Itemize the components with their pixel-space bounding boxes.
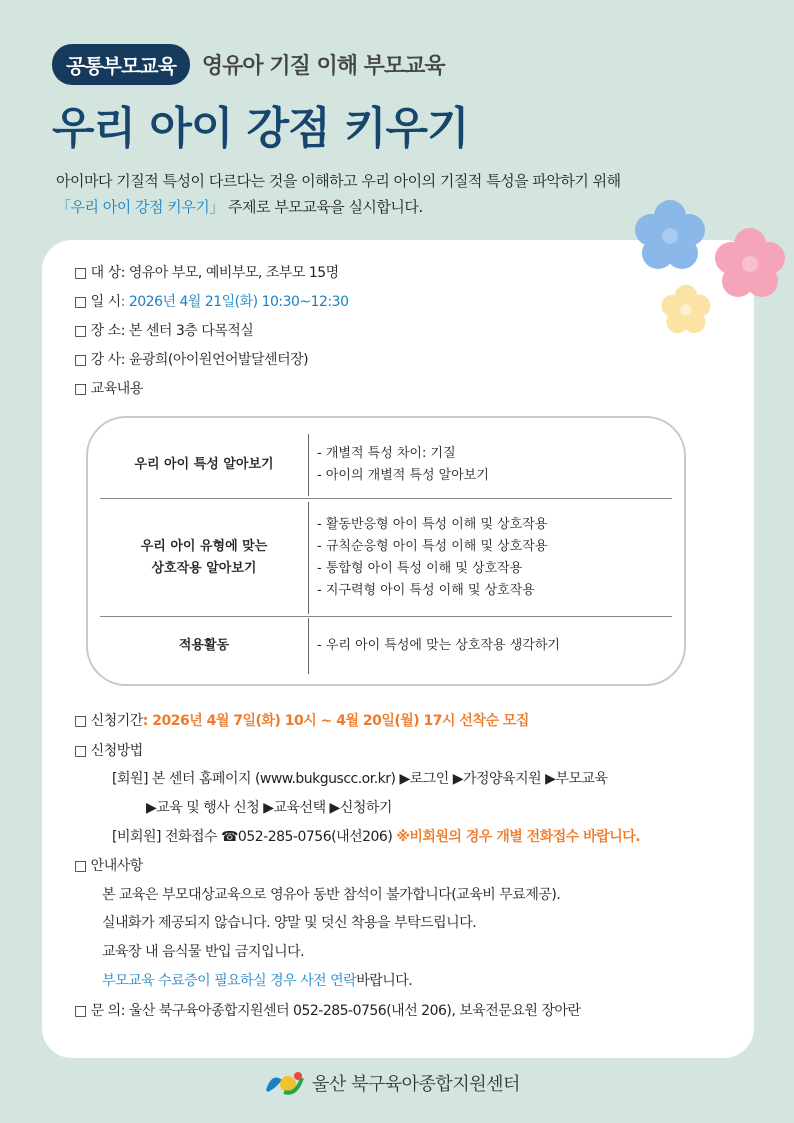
footer <box>262 1068 520 1098</box>
place-row <box>74 320 253 340</box>
period-row <box>74 710 529 730</box>
list-item: - 개별적 특성 차이: 기질 <box>317 446 456 461</box>
topic-cell <box>100 434 308 496</box>
divider <box>100 498 672 499</box>
contact-label: □ 문 의 <box>74 1003 121 1019</box>
intro-line-2-rest: 주제로 부모교육을 실시합니다. <box>223 198 423 216</box>
date-value: : 2026년 4월 21일(화) 10:30~12:30 <box>120 294 349 310</box>
notice-line-3: 교육장 내 음식물 반입 금지입니다. <box>102 944 305 960</box>
notice-line-2: 실내화가 제공되지 않습니다. 양말 및 덧신 착용을 부탁드립니다. <box>102 915 477 931</box>
table-row <box>100 434 672 496</box>
intro-text <box>56 168 621 220</box>
content-label: □ 교육내용 <box>74 381 143 397</box>
notice-line-4 <box>102 970 412 990</box>
member-line-1: [회원] 본 센터 홈페이지 (www.bukguscc.or.kr) ▶로그인 ▶가정양육지원 ▶부모교육 <box>112 771 608 787</box>
pink-flower-icon <box>710 224 790 304</box>
member-line-2: ▶교육 및 행사 신청 ▶교육선택 ▶신청하기 <box>146 800 392 816</box>
lecturer-row <box>74 349 308 369</box>
items-cell <box>308 618 672 674</box>
page-title: 우리 아이 강점 키우기 <box>52 103 469 154</box>
header-top <box>52 44 445 85</box>
notice-line-1: 본 교육은 부모대상교육으로 영유아 동반 참석이 불가합니다(교육비 무료제공). <box>102 887 561 903</box>
list-item: - 우리 아이 특성에 맞는 상호작용 생각하기 <box>317 638 560 653</box>
place-value: : 본 센터 3층 다목적실 <box>120 323 254 339</box>
contact-row <box>74 1000 580 1020</box>
table-row <box>100 618 672 674</box>
target-label: □ 대 상 <box>74 265 121 281</box>
intro-highlight: 「우리 아이 강점 키우기」 <box>56 198 224 216</box>
list-item: - 지구력형 아이 특성 이해 및 상호작용 <box>317 583 535 598</box>
yellow-flower-icon <box>658 282 714 338</box>
lecturer-label: □ 강 사 <box>74 352 121 368</box>
list-item: - 통합형 아이 특성 이해 및 상호작용 <box>317 561 523 576</box>
method-label: □ 신청방법 <box>74 743 143 759</box>
topic-cell <box>100 618 308 674</box>
items-cell <box>308 434 672 496</box>
list-item: - 아이의 개별적 특성 알아보기 <box>317 468 489 483</box>
center-logo-icon <box>262 1068 306 1098</box>
contact-value: : 울산 북구육아종합지원센터 052-285-0756(내선 206), 보육전문요원 장아란 <box>120 1003 581 1019</box>
lecturer-value: : 윤광희(아이원언어발달센터장) <box>120 352 309 368</box>
items-cell <box>308 502 672 614</box>
topic-text: 적용활동 <box>178 638 230 653</box>
intro-line-1: 아이마다 기질적 특성이 다르다는 것을 이해하고 우리 아이의 기질적 특성을 파악하기 위해 <box>56 172 621 190</box>
nonmember-text: [비회원] 전화접수 ☎052-285-0756(내선206) <box>112 829 397 845</box>
place-label: □ 장 소 <box>74 323 121 339</box>
topic-text: 우리 아이 유형에 맞는 <box>140 539 268 554</box>
category-badge: 공통부모교육 <box>52 44 190 85</box>
target-row <box>74 262 339 282</box>
list-item: - 규칙순응형 아이 특성 이해 및 상호작용 <box>317 539 548 554</box>
content-row <box>74 378 143 398</box>
footer-org-name: 울산 북구육아종합지원센터 <box>312 1074 520 1095</box>
nonmember-note: ※비회원의 경우 개별 전화접수 바랍니다. <box>396 829 641 845</box>
list-item: - 활동반응형 아이 특성 이해 및 상호작용 <box>317 517 548 532</box>
nonmember-line <box>112 826 640 846</box>
topic-text: 우리 아이 특성 알아보기 <box>134 457 274 472</box>
notice-highlight: 부모교육 수료증이 필요하실 경우 사전 연락 <box>102 973 357 989</box>
method-row <box>74 740 143 760</box>
date-label: □ 일 시 <box>74 294 121 310</box>
period-label: □ 신청기간 <box>74 713 143 729</box>
notice-row <box>74 855 143 875</box>
date-row <box>74 291 349 311</box>
topic-text: 상호작용 알아보기 <box>151 561 257 576</box>
target-value: : 영유아 부모, 예비부모, 조부모 15명 <box>120 265 339 281</box>
divider <box>100 616 672 617</box>
topic-cell <box>100 502 308 614</box>
blue-flower-icon <box>630 196 710 276</box>
notice-line-4-rest: 바랍니다. <box>356 973 413 989</box>
intro-line-2 <box>56 194 621 220</box>
subtitle: 영유아 기질 이해 부모교육 <box>201 54 445 79</box>
period-value: : 2026년 4월 7일(화) 10시 ~ 4월 20일(월) 17시 선착순 모집 <box>142 713 529 729</box>
notice-label: □ 안내사항 <box>74 858 143 874</box>
curriculum-table <box>86 416 686 686</box>
table-row <box>100 502 672 614</box>
